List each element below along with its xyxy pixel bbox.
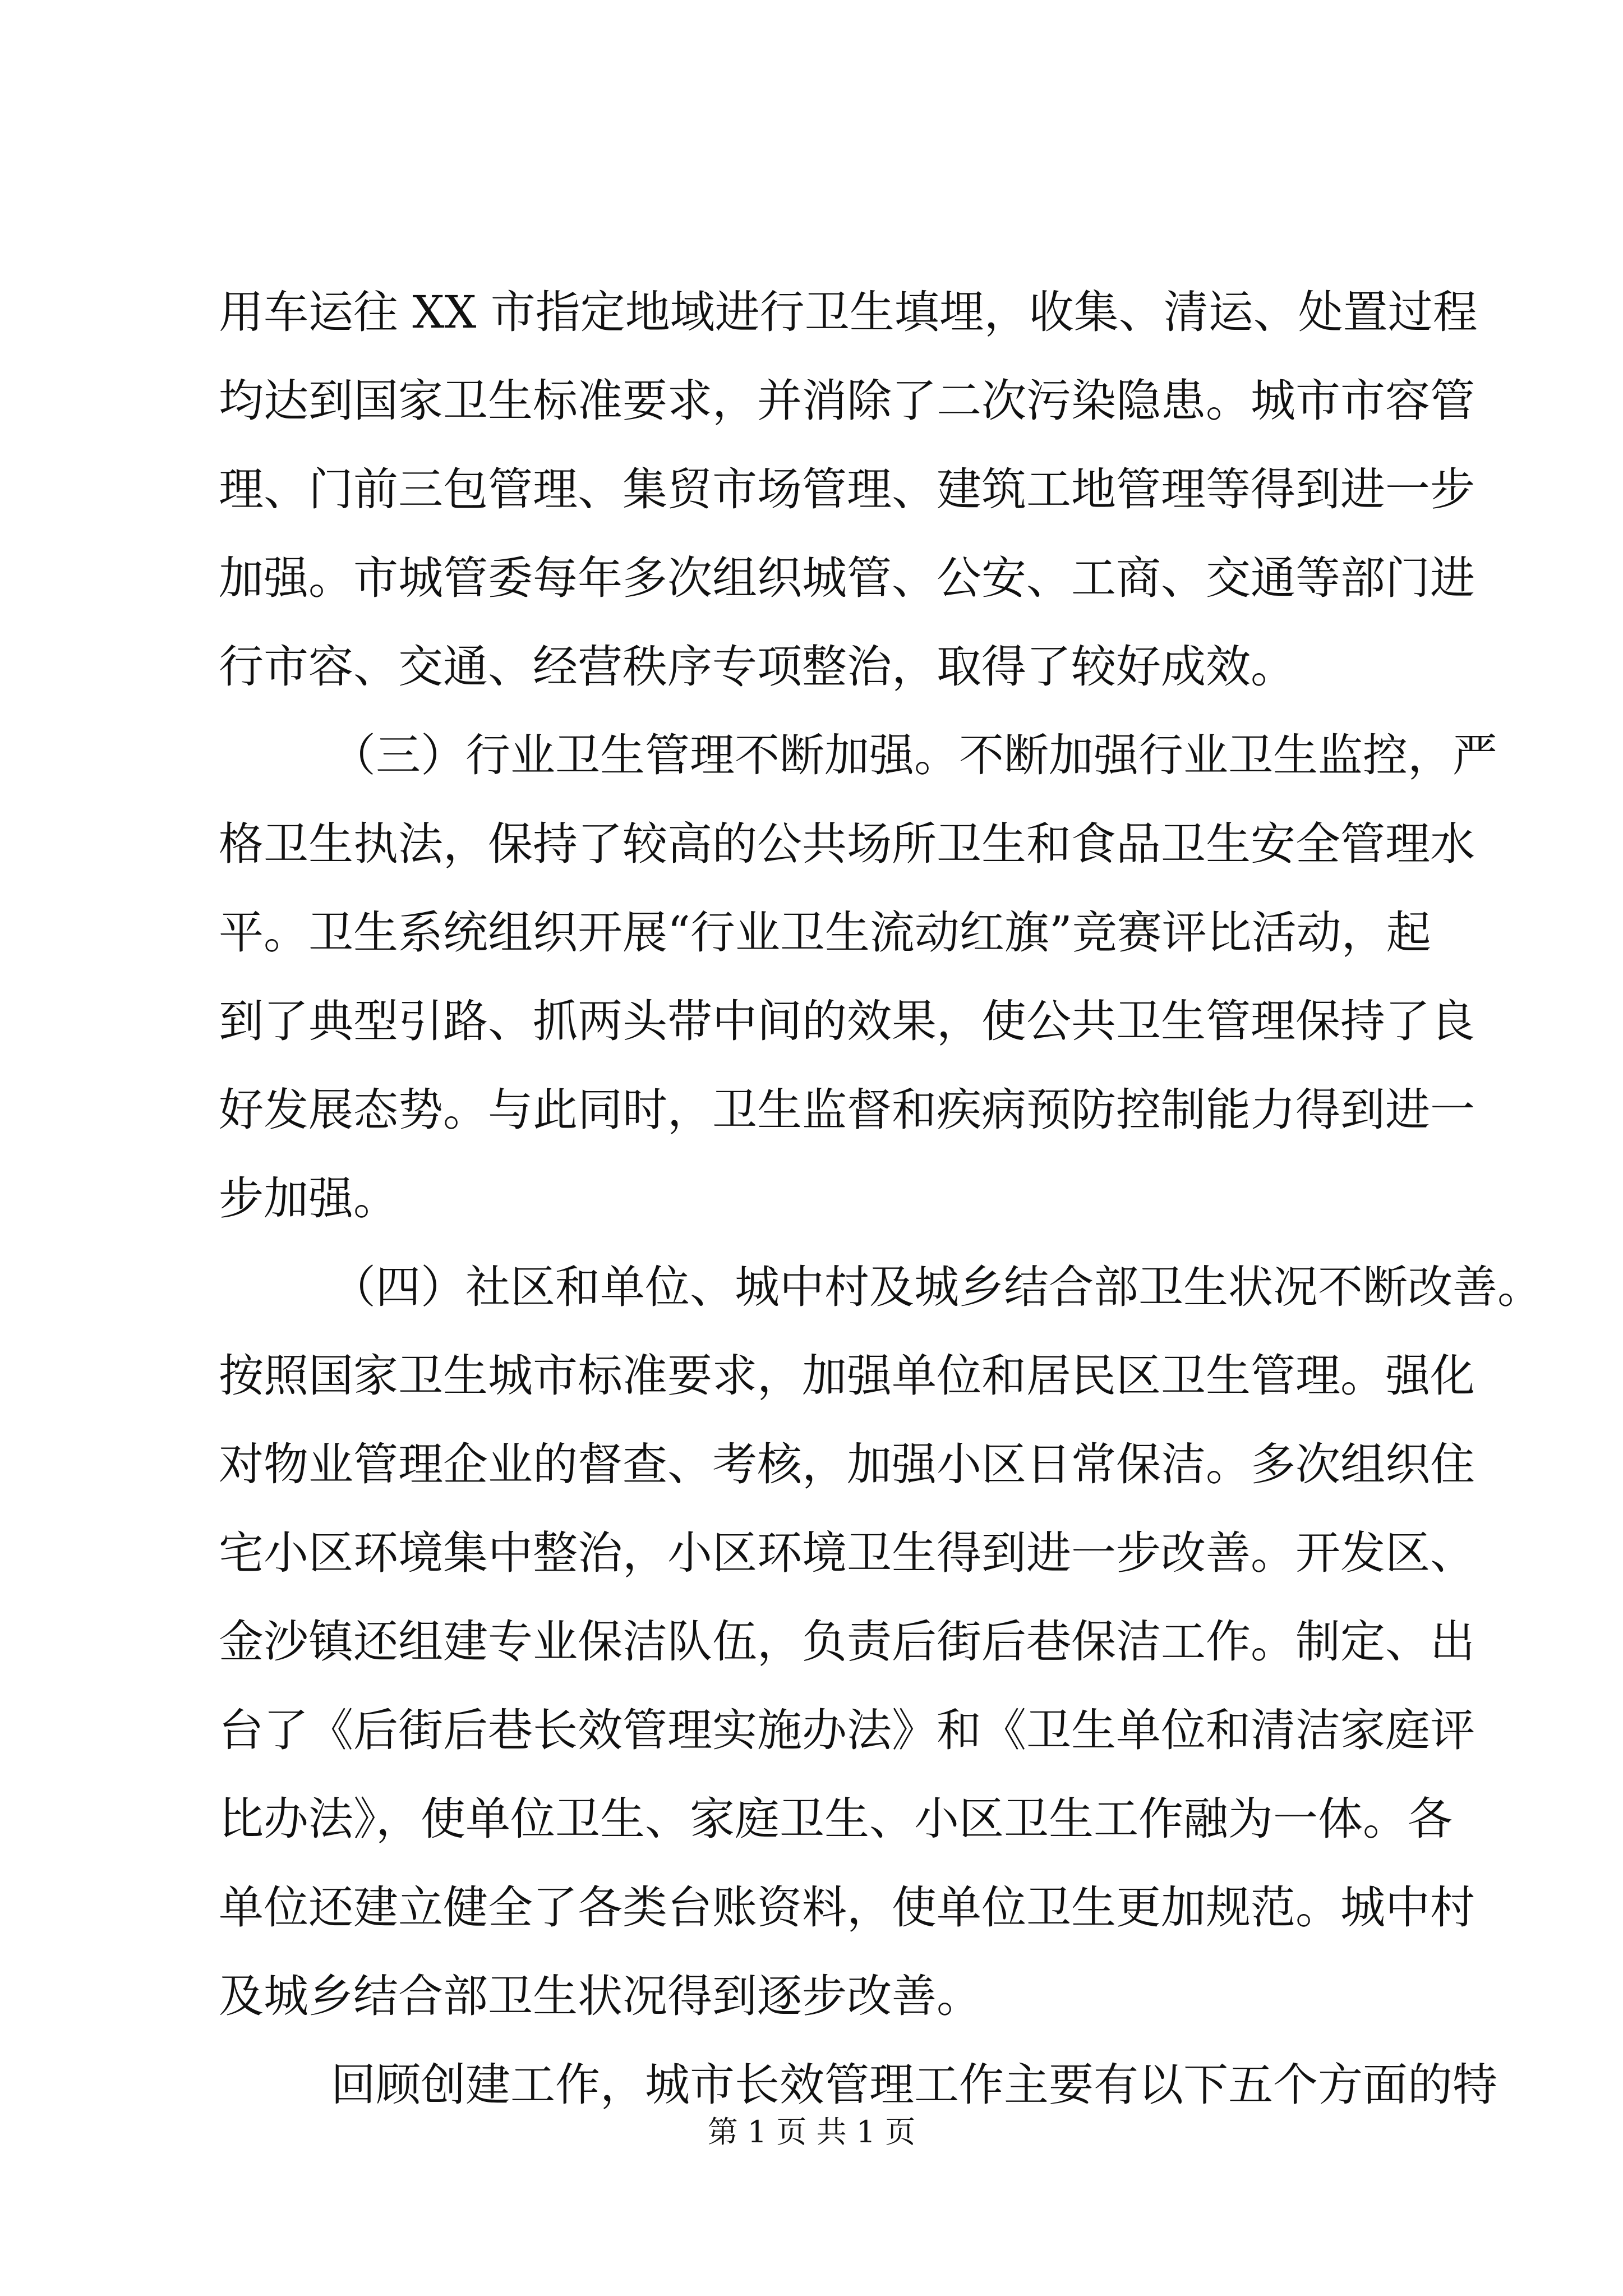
text-line: （四）社区和单位、城中村及城乡结合部卫生状况不断改善。	[331, 1261, 1542, 1313]
text-line: 单位还建立健全了各类台账资料，使单位卫生更加规范。城中村	[219, 1881, 1475, 1934]
text-line: 平。卫生系统组织开展“行业卫生流动红旗”竞赛评比活动，起	[219, 907, 1431, 959]
text-line: 加强。市城管委每年多次组织城管、公安、工商、交通等部门进	[219, 552, 1475, 604]
text-line: 好发展态势。与此同时，卫生监督和疾病预防控制能力得到进一	[219, 1084, 1475, 1136]
text-line: 到了典型引路、抓两头带中间的效果，使公共卫生管理保持了良	[219, 995, 1475, 1047]
text-line: 回顾创建工作，城市长效管理工作主要有以下五个方面的特	[331, 2059, 1497, 2111]
text-line: 比办法》，使单位卫生、家庭卫生、小区卫生工作融为一体。各	[219, 1793, 1453, 1845]
text-line: 金沙镇还组建专业保洁队伍，负责后街后巷保洁工作。制定、出	[219, 1616, 1475, 1668]
text-line: 宅小区环境集中整治，小区环境卫生得到进一步改善。开发区、	[219, 1527, 1475, 1579]
text-line: 理、门前三包管理、集贸市场管理、建筑工地管理等得到进一步	[219, 463, 1475, 516]
text-line: 台了《后街后巷长效管理实施办法》和《卫生单位和清洁家庭评	[219, 1704, 1475, 1756]
text-line: 格卫生执法，保持了较高的公共场所卫生和食品卫生安全管理水	[219, 818, 1475, 870]
text-line: 行市容、交通、经营秩序专项整治，取得了较好成效。	[219, 641, 1295, 693]
page-footer: 第 1 页 共 1 页	[707, 2114, 916, 2150]
text-line: 对物业管理企业的督查、考核，加强小区日常保洁。多次组织住	[219, 1438, 1475, 1490]
text-line: 步加强。	[219, 1172, 398, 1225]
text-line: 按照国家卫生城市标准要求，加强单位和居民区卫生管理。强化	[219, 1350, 1475, 1402]
text-line: 用车运往 XX 市指定地域进行卫生填埋，收集、清运、处置过程	[219, 286, 1478, 338]
body-text	[219, 268, 1542, 2129]
text-line: 及城乡结合部卫生状况得到逐步改善。	[219, 1970, 981, 2022]
text-line: （三）行业卫生管理不断加强。不断加强行业卫生监控，严	[331, 729, 1497, 781]
text-line: 均达到国家卫生标准要求，并消除了二次污染隐患。城市市容管	[219, 375, 1475, 427]
